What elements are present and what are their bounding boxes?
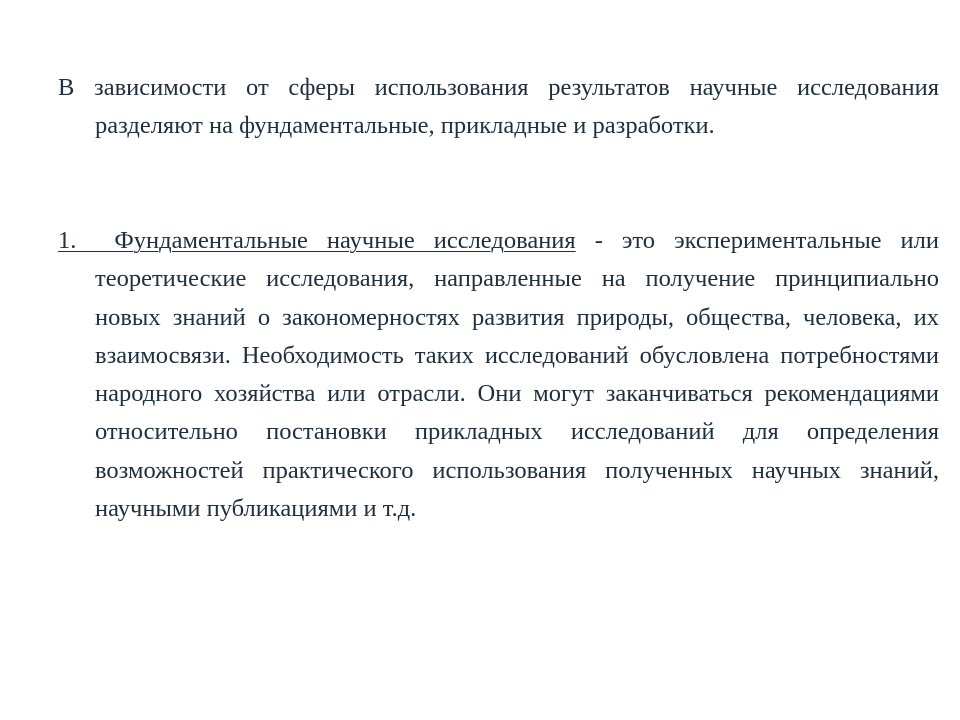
intro-paragraph: В зависимости от сферы использования результатов научные исследования разделяют на фундаментальные, прикладные и разработки. [58, 74, 939, 140]
item-number: 1. [58, 227, 77, 254]
item-number-gap [76, 227, 114, 254]
definition-item-1 [58, 222, 939, 528]
item-term: Фундаментальные научные исследования [114, 227, 576, 254]
item-definition: - это экспериментальные или теоретические исследования, направленные на получение принципиально новых знаний о закономерностях развития природы, общества, человека, их взаимосвязи. Необходимость таких исследований обусловлена потребностями народного хозяйства или отрасли. Они могут заканчиваться рекомендациями относительно постановки прикладных исследований для определения возможностей практического использования полученных научных знаний, научными публикациями и т.д. [95, 227, 939, 523]
